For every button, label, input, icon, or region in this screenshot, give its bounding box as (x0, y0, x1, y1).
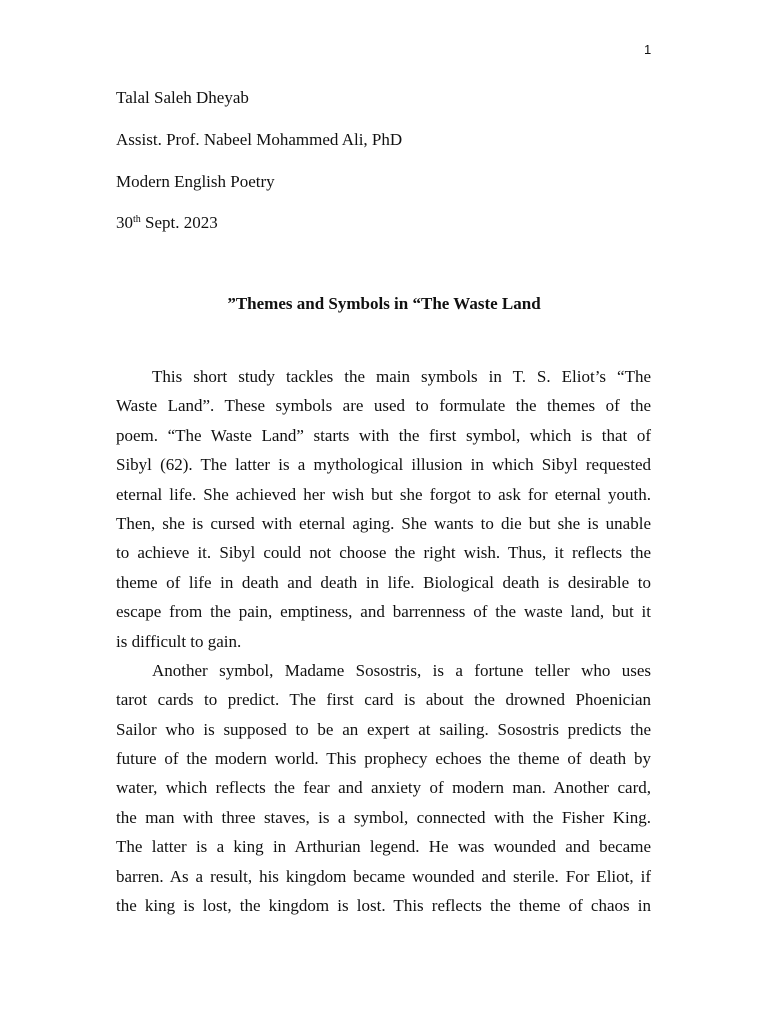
paragraph-line: This short study tackles the main symbols in T. S. Eliot’s “The (152, 367, 651, 386)
paragraph-line: future of the modern world. This prophecy echoes the theme of death by (116, 749, 651, 769)
paragraph-line: escape from the pain, emptiness, and barrenness of the waste land, but it (116, 602, 651, 622)
date-day: 30 (116, 213, 133, 232)
author-name: Talal Saleh Dheyab (116, 88, 249, 107)
paragraph-line: Another symbol, Madame Sosostris, is a fortune teller who uses (152, 660, 651, 680)
course-name: Modern English Poetry (116, 172, 275, 191)
paragraph-line: water, which reflects the fear and anxiety of modern man. Another card, (116, 778, 651, 798)
instructor-name: Assist. Prof. Nabeel Mohammed Ali, PhD (116, 130, 403, 149)
paragraph-line: Waste Land”. These symbols are used to formulate the themes of the (116, 396, 651, 416)
paragraph-line: poem. “The Waste Land” starts with the first symbol, which is that of (116, 425, 651, 445)
paragraph-line: Sibyl (62). The latter is a mythological illusion in which Sibyl requested (116, 455, 651, 475)
paragraph-line: to achieve it. Sibyl could not choose the right wish. Thus, it reflects the (116, 543, 651, 563)
paragraph-2 (116, 656, 651, 921)
date-rest: Sept. 2023 (140, 213, 218, 232)
paragraph-1 (116, 362, 651, 656)
paragraph-line: the man with three staves, is a symbol, connected with the Fisher King. (116, 807, 651, 827)
essay-title: ”Themes and Symbols in “The Waste Land (227, 294, 541, 313)
paragraph-line: theme of life in death and death in life. Biological death is desirable to (116, 572, 651, 592)
paragraph-line: eternal life. She achieved her wish but she forgot to ask for eternal youth. (116, 484, 651, 504)
paragraph-line: Sailor who is supposed to be an expert at sailing. Sosostris predicts the (116, 719, 651, 739)
paragraph-line: The latter is a king in Arthurian legend. He was wounded and became (116, 837, 651, 857)
essay-body (116, 362, 651, 920)
paragraph-line: barren. As a result, his kingdom became wounded and sterile. For Eliot, if (116, 866, 651, 886)
paragraph-line: tarot cards to predict. The first card is about the drowned Phoenician (116, 690, 651, 710)
paragraph-line: is difficult to gain. (116, 631, 242, 651)
date-suffix: th (133, 214, 141, 225)
paragraph-line: the king is lost, the kingdom is lost. This reflects the theme of chaos in (116, 896, 651, 916)
page-number: 1 (644, 42, 652, 57)
paragraph-line: Then, she is cursed with eternal aging. She wants to die but she is unable (116, 513, 651, 533)
submission-date (116, 213, 218, 233)
